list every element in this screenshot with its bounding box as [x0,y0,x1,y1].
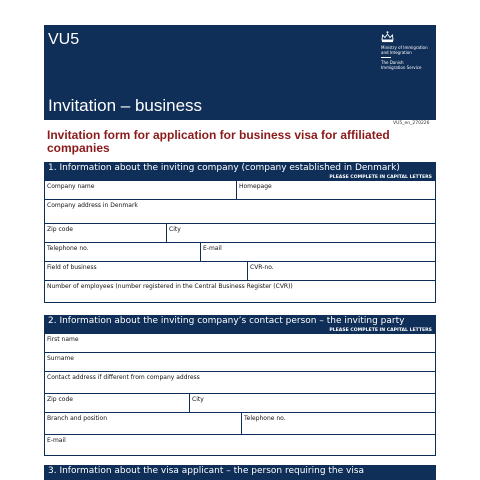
field-label: Field of business [47,264,97,271]
section-2-title: 2. Information about the inviting company’s contact person – the inviting party [48,316,405,326]
field-label: City [192,396,204,403]
section-2-row-4 [44,394,436,413]
field-label: Telephone no. [244,415,286,422]
field-label: CVR-no. [250,264,274,271]
field-label: City [169,226,181,233]
ministry-logo [381,31,437,70]
section-1-row-3 [44,224,436,243]
company-address-field[interactable] [45,200,435,223]
telephone-field[interactable] [241,413,436,434]
city-field[interactable] [166,224,436,242]
field-label: Company name [47,183,95,190]
number-of-employees-field[interactable] [45,281,435,302]
section-2-row-1 [44,334,436,353]
section-1-row-4 [44,243,436,262]
field-label: Branch and position [47,415,108,422]
section-1-title: 1. Information about the inviting company (company established in Denmark) [48,163,400,173]
form-code: VU5 [48,31,80,48]
agency-name-line-2: Immigration Service [381,65,422,70]
logo-divider [381,57,391,58]
section-3-header [44,465,436,480]
field-label: Homepage [239,183,272,190]
section-3-title: 3. Information about the visa applicant – the person requiring the visa [48,466,365,476]
field-label: E-mail [47,437,66,444]
cvr-no-field[interactable] [247,262,436,280]
section-1-header [44,162,436,181]
branch-and-position-field[interactable] [45,413,241,434]
company-name-field[interactable] [45,181,236,199]
crown-icon [381,31,394,43]
ministry-name-line-2: and Integration [381,50,412,55]
email-field[interactable] [200,243,436,261]
field-label: Contact address if different from company address [47,374,200,381]
page-title: Invitation – business [48,96,203,115]
surname-field[interactable] [45,353,435,371]
section-2-row-6 [44,435,436,456]
section-2-caps-note: PLEASE COMPLETE IN CAPITAL LETTERS [329,328,432,333]
field-label: Number of employees (number registered in the Central Business Register (CVR)) [47,283,293,290]
field-label: Telephone no. [47,245,89,252]
section-1-row-5 [44,262,436,281]
section-1-row-2 [44,200,436,224]
section-1-caps-note: PLEASE COMPLETE IN CAPITAL LETTERS [329,175,432,180]
section-1-row-1 [44,181,436,200]
field-label: First name [47,336,79,343]
form-title: Invitation form for application for business visa for affiliated companies [47,128,390,155]
field-label: Surname [47,355,74,362]
field-of-business-field[interactable] [45,262,247,280]
section-2-header [44,315,436,334]
field-label: E-mail [203,245,222,252]
ministry-name-line-1: Ministry of Immigration [381,45,428,50]
section-1-row-6 [44,281,436,303]
zip-code-field[interactable] [45,224,166,242]
telephone-field[interactable] [45,243,200,261]
field-label: Zip code [47,226,73,233]
section-2-row-2 [44,353,436,372]
header-banner [44,25,436,120]
contact-address-field[interactable] [45,372,435,393]
first-name-field[interactable] [45,334,435,352]
homepage-field[interactable] [236,181,436,199]
form-id: VU5_en_270226 [393,121,430,126]
city-field[interactable] [189,394,436,412]
field-label: Zip code [47,396,73,403]
section-2-row-5 [44,413,436,435]
zip-code-field[interactable] [45,394,189,412]
email-field[interactable] [45,435,435,455]
section-2-row-3 [44,372,436,394]
agency-name-line-1: The Danish [381,60,404,65]
field-label: Company address in Denmark [47,202,138,209]
